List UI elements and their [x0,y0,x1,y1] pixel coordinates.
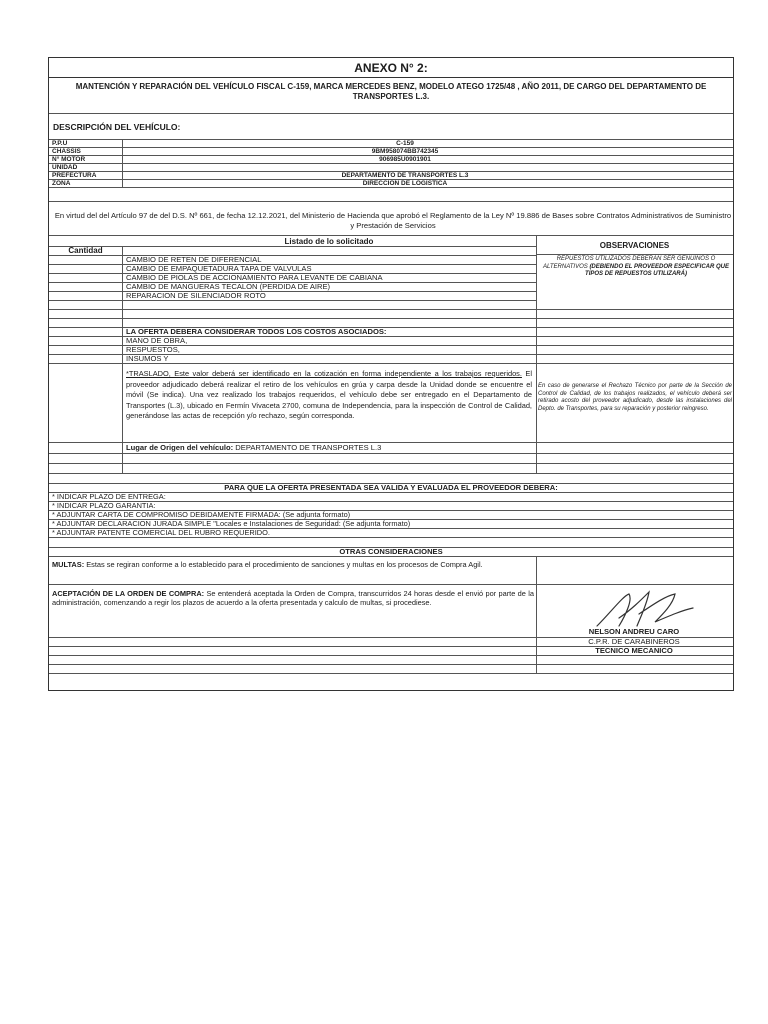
observation-rechazo: En caso de generarse el Rechazo Técnico por parte de la Sección de Control de Calidad, de los trabajos realizados, el vehículo deberá ser retirado acosto del proveedor adjudicado, desde las instalaciones del Depto. de Transportes, para su reparación y posterior reingreso. [538,383,732,412]
oferta-title: LA OFERTA DEBERA CONSIDERAR TODOS LOS COSTOS ASOCIADOS: [126,327,387,336]
origen-value: DEPARTAMENTO DE TRANSPORTES L.3 [233,443,382,452]
multas-text: Estas se regiran conforme a lo establecido para el procedimiento de sanciones y multas en los procesos de Compra Agil. [84,560,483,569]
requirements-title: PARA QUE LA OFERTA PRESENTADA SEA VALIDA Y EVALUADA EL PROVEEDOR DEBERA: [224,483,558,492]
list-item: CAMBIO DE PIOLAS DE ACCIONAMIENTO PARA LEVANTE DE CABIANA [126,273,383,282]
costo-item: RESPUESTOS, [126,345,180,354]
grid-line [49,235,733,236]
costo-item: MANO DE OBRA, [126,336,188,345]
signature-rank: C.P.R. DE CARABINEROS [588,637,680,646]
requirement-item: * ADJUNTAR CARTA DE COMPROMISO DEBIDAMENTE FIRMADA: (Se adjunta formato) [52,510,351,519]
vehicle-label-ppu: P.P.U [52,140,68,147]
vehicle-value-chassis: 9BM958074BB742345 [371,148,439,155]
vehicle-value-ppu: C-159 [396,140,414,147]
grid-line [536,254,733,255]
grid-line [49,655,733,656]
vehicle-label-unidad: UNIDAD [52,164,78,171]
grid-line [49,291,536,292]
list-item: CAMBIO DE MANGUERAS TECALON (PERDIDA DE AIRE) [126,282,331,291]
requirement-item: * ADJUNTAR PATENTE COMERCIAL DEL RUBRO REQUERIDO. [52,528,270,537]
observation-repuestos [541,256,731,279]
requirement-item: * INDICAR PLAZO GARANTIA: [52,501,156,510]
grid-line [49,309,733,310]
signature-name: NELSON ANDREU CARO [588,627,680,636]
list-item: CAMBIO DE RETEN DE DIFERENCIAL [126,255,262,264]
vehicle-label-zona: ZONA [52,180,71,187]
traslado-body: El proveedor adjudicado deberá realizar el retiro de los vehículos en grúa y carpa desde la Unidad donde se encuentre el móvil (Se indica). Una vez realizado los trabajos requeridos, el vehículo debe ser entregado en el Departamento de Transportes (L.3), ubicado en Fermín Vivaceta 2700, comuna de Independencia, para la inspección de Control de Calidad, generándose las actas de recepción y/o rechazo, según corresponda. [126,369,533,421]
multas-label: MULTAS: [52,560,85,569]
annex-document [48,57,734,691]
grid-line [49,453,733,454]
aceptacion-paragraph [52,589,534,607]
grid-line [49,473,733,474]
grid-line [49,463,733,464]
costo-item: INSUMOS Y [126,354,169,363]
grid-line [49,537,733,538]
aceptacion-text: Se entenderá aceptada la Orden de Compra, transcurridos 24 horas desde el envió por parte de la administración, comenzando a regir los plazos de acuerdo a la oferta presentada y calculo de multas, si procediese. [52,589,534,607]
listado-header: Listado de lo solicitado [284,237,374,246]
grid-line [49,318,733,319]
intro-paragraph: En virtud del del Artículo 97 de del D.S. Nº 661, de fecha 12.12.2021, del Ministerio de Hacienda que aprobó el Reglamento de la Ley Nº 19.886 de Bases sobre Contratos Administrativos de Suministro y Prestación de Servicios [54,211,732,230]
grid-line [49,673,733,674]
vehicle-description-title: DESCRIPCIÓN DEL VEHÍCULO: [53,122,181,132]
vehicle-value-zona: DIRECCION DE LOGISTICA [362,180,448,187]
divider [49,201,733,202]
origen-label: Lugar de Origen del vehículo: [126,443,234,452]
grid-line [49,664,733,665]
signature-role: TECNICO MECANICO [595,646,673,655]
grid-line [49,300,536,301]
list-item: CAMBIO DE EMPAQUETADURA TAPA DE VALVULAS [126,264,312,273]
vehicle-label-prefectura: PREFECTURA [52,172,97,179]
grid-line [49,363,733,364]
observaciones-header: OBSERVACIONES [599,241,670,250]
vehicle-value-prefectura: DEPARTAMENTO DE TRANSPORTES L.3 [341,172,469,179]
divider [49,113,733,114]
multas-paragraph [52,560,534,569]
grid-line [122,246,123,473]
traslado-paragraph [126,369,532,422]
origen-row [126,443,381,452]
requirement-item: * INDICAR PLAZO DE ENTREGA: [52,492,166,501]
aceptacion-label: ACEPTACIÓN DE LA ORDEN DE COMPRA: [52,589,205,598]
grid-line [49,255,536,256]
traslado-highlight: *TRASLADO, Este valor deberá ser identificado en la cotización en forma independiente a los trabajos requeridos. [126,369,522,378]
list-item: REPARACION DE SILENCIADOR ROTO [126,291,266,300]
vehicle-label-chassis: CHASSIS [52,148,81,155]
observation-repuestos-b: (DEBIENDO EL PROVEEDOR ESPECIFICAR QUE TIPOS DE REPUESTOS UTILIZARÁ) [585,263,730,277]
vehicle-value-motor: 906985U0901901 [379,156,431,163]
grid-line [49,556,733,557]
document-subtitle: MANTENCIÓN Y REPARACIÓN DEL VEHÍCULO FISCAL C-159, MARCA MERCEDES BENZ, MODELO ATEGO 1725/48 , AÑO 2011, DE CARGO DEL DEPARTAMENTO DE TRANSPORTES L.3. [75,82,707,101]
vehicle-label-motor: N° MOTOR [52,156,86,163]
otras-title: OTRAS CONSIDERACIONES [339,547,443,556]
handwritten-signature [589,588,699,632]
document-title: ANEXO N° 2: [49,58,733,78]
observation-repuestos-a: REPUESTOS UTILIZADOS DEBERAN SER GENUINOS O ALTERNATIVOS [542,256,716,270]
grid-line [49,584,733,585]
grid-line [122,139,123,187]
requirement-item: * ADJUNTAR DECLARACION JURADA SIMPLE "Locales e Instalaciones de Seguridad: (Se adjunta formato) [52,519,411,528]
cantidad-header: Cantidad [68,246,103,255]
